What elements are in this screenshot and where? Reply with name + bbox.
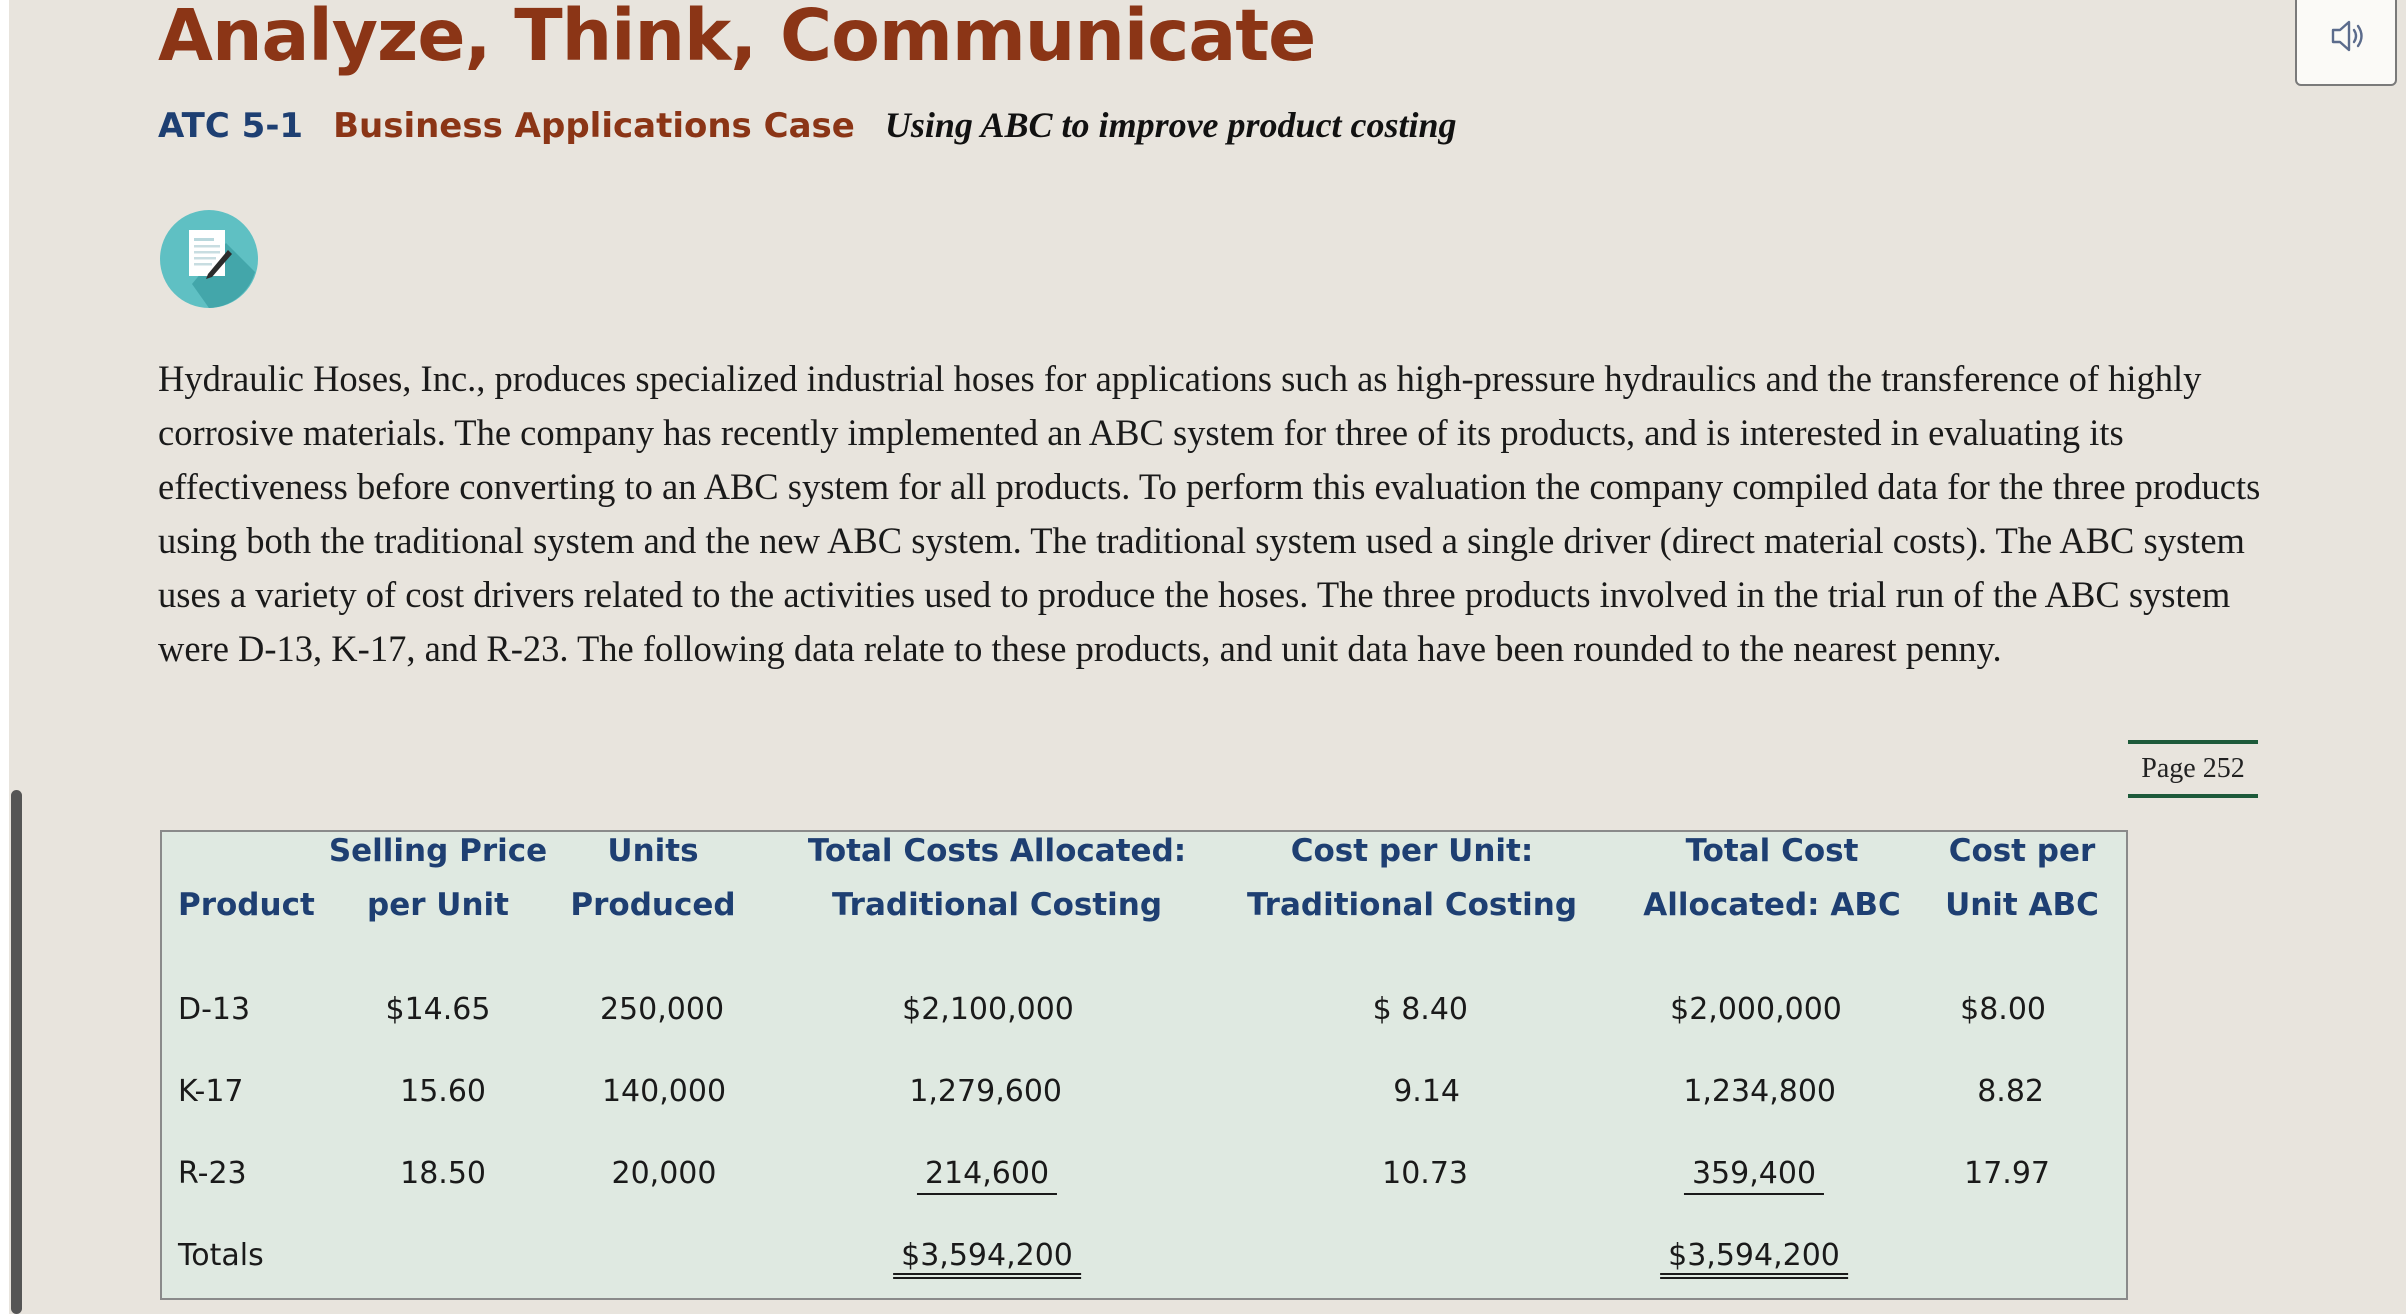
header-cost-per-unit-abc: Cost per Unit ABC xyxy=(1945,833,2099,923)
cell-units-produced: 250,000 xyxy=(599,992,725,1027)
speaker-icon xyxy=(2329,16,2369,56)
page-number-marker: Page 252 xyxy=(2128,740,2258,798)
page-left-edge xyxy=(0,0,9,1314)
case-type: Business Applications Case xyxy=(333,106,855,146)
header-product: Product xyxy=(178,887,315,923)
header-selling-price: Selling Price per Unit xyxy=(328,833,548,923)
cell-product: R-23 xyxy=(178,1156,247,1191)
header-units-produced: Units Produced xyxy=(570,833,736,923)
audio-button[interactable] xyxy=(2295,0,2397,86)
cost-data-table xyxy=(160,830,2128,1300)
cell-product: D-13 xyxy=(178,992,251,1027)
cell-traditional-unit: 10.73 xyxy=(1382,1156,1468,1191)
header-total-cost-abc: Total Cost Allocated: ABC xyxy=(1643,833,1901,923)
totals-traditional xyxy=(893,1238,1081,1274)
traditional-grand-total: $3,594,200 xyxy=(893,1238,1081,1279)
cell-selling-price: $14.65 xyxy=(385,992,491,1027)
cell-units-produced: 140,000 xyxy=(601,1074,727,1109)
scrollbar-thumb[interactable] xyxy=(11,790,22,1314)
section-title: Analyze, Think, Communicate xyxy=(158,0,1316,77)
cell-abc-total: 1,234,800 xyxy=(1683,1074,1836,1109)
header-cost-per-unit-traditional: Cost per Unit: Traditional Costing xyxy=(1246,833,1578,923)
traditional-total-subtotal: 214,600 xyxy=(917,1156,1057,1195)
case-id: ATC 5-1 xyxy=(158,106,304,146)
abc-grand-total: $3,594,200 xyxy=(1660,1238,1848,1279)
cell-product: K-17 xyxy=(178,1074,244,1109)
cell-traditional-unit: 9.14 xyxy=(1393,1074,1460,1109)
totals-label: Totals xyxy=(178,1238,264,1273)
cell-traditional-unit: $ 8.40 xyxy=(1372,992,1468,1027)
cell-abc-total xyxy=(1684,1156,1824,1192)
problem-paragraph: Hydraulic Hoses, Inc., produces specialized industrial hoses for applications such as high-pressure hydraulics and the transference of highly corrosive materials. The company has recently implemented an ABC system for three of its products, and is interested in evaluating its effectiveness before converting to an ABC system for all products. To perform this evaluation the company compiled data for the three products using both the traditional system and the new ABC system. The traditional system used a single driver (direct material costs). The ABC system uses a variety of cost drivers related to the activities used to produce the hoses. The three products involved in the trial run of the ABC system were D-13, K-17, and R-23. The following data relate to these products, and unit data have been rounded to the nearest penny. xyxy=(158,358,2261,669)
case-subtitle: Using ABC to improve product costing xyxy=(884,105,1457,145)
cell-selling-price: 15.60 xyxy=(400,1074,486,1109)
cell-units-produced: 20,000 xyxy=(611,1156,717,1191)
cell-traditional-total: $2,100,000 xyxy=(902,992,1074,1027)
cell-traditional-total xyxy=(917,1156,1057,1192)
cell-selling-price: 18.50 xyxy=(400,1156,486,1191)
cell-traditional-total: 1,279,600 xyxy=(909,1074,1062,1109)
cell-abc-total: $2,000,000 xyxy=(1670,992,1842,1027)
cell-abc-unit: $8.00 xyxy=(1960,992,2046,1027)
case-heading xyxy=(158,104,1457,146)
cell-abc-unit: 17.97 xyxy=(1964,1156,2050,1191)
document-pen-icon xyxy=(160,210,258,313)
totals-abc xyxy=(1660,1238,1848,1274)
abc-total-subtotal: 359,400 xyxy=(1684,1156,1824,1195)
cell-abc-unit: 8.82 xyxy=(1977,1074,2044,1109)
header-total-costs-traditional: Total Costs Allocated: Traditional Costing xyxy=(807,833,1187,923)
